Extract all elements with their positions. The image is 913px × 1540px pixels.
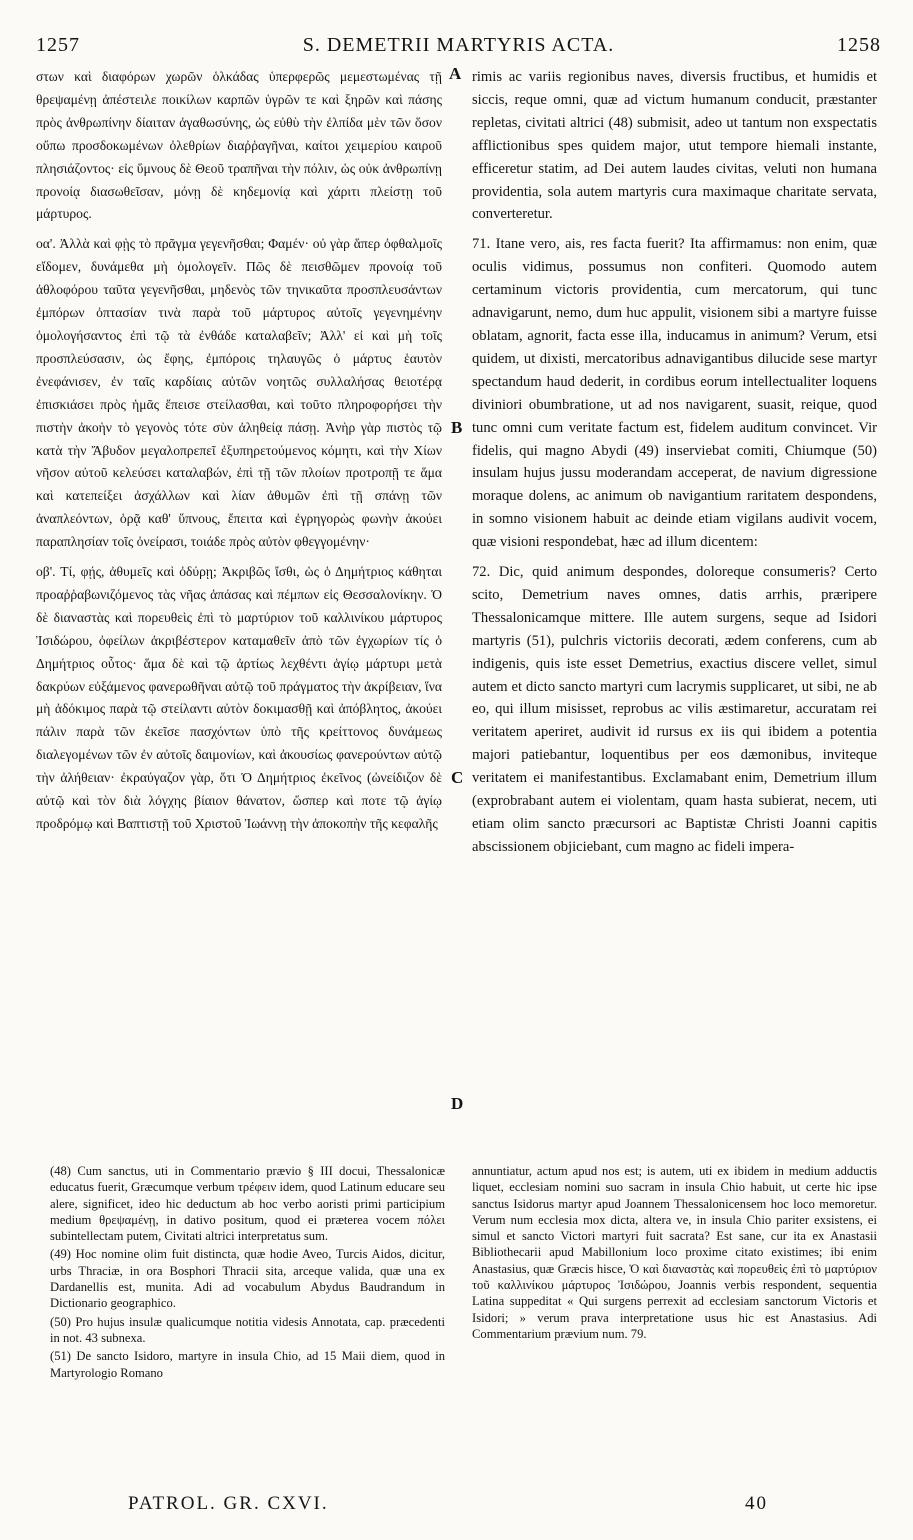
footnote: (51) De sancto Isidoro, martyre in insula Chio, ad 15 Maii diem, quod in Martyrologio Romano: [50, 1349, 445, 1380]
header-page-number-right: 1258: [837, 34, 881, 56]
footnote: (49) Hoc nomine olim fuit distincta, quæ hodie Aveo, Turcis Aidos, dicitur, urbs Thraciæ, in ora Bosphori Thracii sita, arceque valida, quæ una ex Dardanellis est, munita. Adi ad vocabulum Abydus Baudrandum in Dictionario geographico.: [50, 1247, 445, 1311]
section-marker-c: C: [451, 768, 464, 787]
latin-text-column: [472, 66, 877, 866]
latin-paragraph: 71. Itane vero, ais, res facta fuerit? Ita affirmamus: non enim, quæ oculis vidimus, possumus non confiteri. Quomodo autem certaminum victoris providentia, cum mercatorum, qui tunc adnavigarunt, nemo, dum huc appulit, visionem sibi a martyre fuisse oblatam, agnorit, facta esse illa, inducamus in animum? Verum, etsi quidem, ut dixisti, mercatoribus adnavigantibus dilucide sese martyr spectandum haud dederit, in cordibus eorum intellectualiter loquens diviniori obumbratione, ut ad nos navigarent, suasit, reique, quod tunc omni cum veritate factum est, fidelem auditum convincet. Vir fidelis, qui magno Abydi (49) inserviebat comiti, Chiumque (50) insulam hujus jussu moderandam acceperat, de navium digressione moraque dolens, ac animum ob navigantium raritatem despondens, in somno visionem habuit ac deinde etiam vigilans audivit vocem, quæ visioni respondebat, hæc ad illum dicentem:: [472, 236, 877, 551]
greek-text-column: [36, 66, 442, 843]
section-marker-b: B: [451, 418, 463, 437]
header-running-title: S. DEMETRII MARTYRIS ACTA.: [302, 34, 615, 56]
latin-paragraph: rimis ac variis regionibus naves, diversis fructibus, et humidis et siccis, reque omni, quæ ad victum humanum conducit, præstanter repletas, civitati altrici (48) submisit, adeo ut tantum non exspectatis afflictionibus spes quidem major, utut tempore hiemali instante, efficeretur statim, ad Dei autem laudes civitas, veluti non humana providentia, sola autem martyris cura maximaque charitate servata, converteretur.: [472, 69, 877, 223]
footer-sheet-number: 40: [745, 1493, 768, 1514]
footnotes-right-column: [472, 1163, 877, 1344]
footer-series-signature: PATROL. GR. CXVI.: [128, 1493, 329, 1514]
section-marker-a: A: [449, 64, 462, 83]
footnote: (48) Cum sanctus, uti in Commentario prævio § III docui, Thessalonicæ educatus fuerit, Græcumque verbum τρέφειν idem, quod Latinum educare seu alere, significet, ideo hic deductum ab hoc verbo aoristi primi participium medium θρεψαμένῃ, in dativo positum, quod ei præterea vocem πόλει subintellectam putem, Civitati altrici interpretatus sum.: [50, 1164, 445, 1244]
footnotes-left-column: [50, 1163, 445, 1383]
header-page-number-left: 1257: [36, 34, 80, 56]
greek-paragraph: οβ'. Τί, φῄς, ἀθυμεῖς καὶ ὀδύρῃ; Ἀκριβῶς ἴσθι, ὡς ὁ Δημήτριος κάθηται προαῤῥαβωνιζόμενος τὰς νῆας ἁπάσας καὶ πέμπων εἰς Θεσσαλονίκην. Ὁ δὲ διαναστὰς καὶ πορευθεὶς ἐπὶ τὸ μαρτύριον τοῦ καλλινίκου μάρτυρος Ἰσιδώρου, ὀφείλων ἀκριβέστερον καταμαθεῖν ἀπὸ τῶν ἐγχωρίων τίς ὁ Δημήτριος οὗτος· ἅμα δὲ καὶ τῷ ἀρτίως λεχθέντι ἁγίῳ μάρτυρι μετὰ δακρύων εὐξάμενος φανερωθῆναι αὐτῷ τοῦ πράγματος τὴν ἀκρίβειαν, ἵνα μὴ ἀδόκιμος παρὰ τῷ στείλαντι αὐτὸν δοκιμασθῇ καὶ ἀπόβλητος, ἀκούει πάλιν παρὰ τῶν ἐκεῖσε πασχόντων ὑπὸ τῆς κρείττονος δυνάμεως διαλεγομένων τῶν ἐν αὐτοῖς δαιμονίων, καὶ ἀκουσίως φανερούντων αὐτῷ τὴν ἀλήθειαν· ἐκραύγαζον γὰρ, ὅτι Ὁ Δημήτριος ἐκεῖνος (ὠνείδιζον δὲ αὐτῷ καὶ τὸν διὰ λόγχης βίαιον θάνατον, ὥσπερ καὶ ποτε τῷ ἁγίῳ προδρόμῳ καὶ Βαπτιστῇ τοῦ Χριστοῦ Ἰωάννῃ τὴν ἀποκοπὴν τῆς κεφαλῆς: [36, 564, 442, 831]
page-header: [36, 34, 881, 64]
section-marker-d: D: [451, 1094, 464, 1113]
latin-paragraph: 72. Dic, quid animum despondes, doloreque consumeris? Certo scito, Demetrium naves omnes, datis arrhis, præripere Thessalonicamque mittere. Ille autem surgens, seque ad Isidori martyris (51), pulchris victoriis decorati, ædem conferens, cum ab indigenis, quis iste esset Demetrius, exactius discere vellet, simul autem et dicto sancto martyri cum lacrymis supplicaret, ut sibi, ne ab eo, qui illum misisset, reprobus ac vilis æstimaretur, accuratam rei veritatem aperiret, audivit id rursus ex iis qui ibidem a potentia majori patiebantur, loquentibus per eos dæmonibus, inviteque veritatem ei manifestantibus. Exclamabant enim, Demetrium illum (exprobrabant autem ei violentam, quam hasta subierat, necem, uti etiam olim sancto præcursori ac Baptistæ Christi Joanni capitis abscissionem objiciebant, cum magno ac fideli impera-: [472, 564, 877, 855]
greek-paragraph: οα'. Ἀλλὰ καὶ φῂς τὸ πρᾶγμα γεγενῆσθαι; Φαμέν· οὐ γὰρ ἅπερ ὀφθαλμοῖς εἴδομεν, δυνάμεθα μὴ ὁμολογεῖν. Πῶς δὲ πεισθῶμεν προνοίᾳ τοῦ ἀθλοφόρου ταῦτα γεγενῆσθαι, μηδενὸς τῶν τηνικαῦτα προσπλευσάντων ἐμπόρων ὀπτασίαν τινὰ παρὰ τοῦ μάρτυρος αὐτοῖς γεγενημένην ὁμολογήσαντος ἐπὶ τῷ τὰ ἐνθάδε καταλαβεῖν; Ἀλλ' εἰ καὶ μὴ τοῖς προσπλεύσασιν, ὡς ἔφης, ἐμπόροις τηλαυγῶς ὁ μάρτυς ἑαυτὸν ἐνεφάνισεν, ἐν ταῖς καρδίαις αὐτῶν νοητῶς συλλαλήσας θειοτέρᾳ ἐπισκιάσει πρὸς ἡμᾶς ἔπεισε στείλασθαι, καὶ τοῦτο πληροφορήσει τὴν πιστὴν ἀκοὴν τὸ γεγονὸς τότε σὺν ἀληθείᾳ πάσῃ. Ἀνὴρ γὰρ πιστὸς τῷ κατὰ τὴν Ἄβυδον μεγαλοπρεπεῖ ἐξυπηρετούμενος κόμητι, καὶ τὴν Χίων νῆσον αὐτοῦ κελεύσει καταλαβών, ἐπὶ τῇ τῶν πλοίων προτροπῇ τε ἅμα καὶ κατεπείξει ἀσχάλλων καὶ λίαν ἀθυμῶν ἐπὶ τῇ σπάνῃ τῶν ἀναπλεόντων, ὁρᾷ καθ' ὕπνους, ἔπειτα καὶ ἐγρηγορὼς φωνὴν ἀκούει παραπλησίαν τοῖς ὀνείρασι, τοιάδε πρὸς αὐτὸν φθεγγομένην·: [36, 236, 442, 550]
footnote: (50) Pro hujus insulæ qualicumque notitia videsis Annotata, cap. præcedenti in not. 43 subnexa.: [50, 1314, 445, 1345]
footnote: annuntiatur, actum apud nos est; is autem, uti ex ibidem in medium adductis liquet, ecclesiam nomini suo sacram in insula Chio habuit, ut certe hic ipse sanctus Isidorus martyr apud Joannem Thessalonicensem hoc loco memoretur. Verum num ecclesia mox dicta, altera ve, in insula Chio pariter exsistens, ei simul et sancto Victori martyri fuit sacrata? Est sane, cur ita ex Anastasii Bibliothecarii apud Mabillonium loco proxime citato existimes; ibi enim Anastasius, quæ Græcis hisce, Ὁ καὶ διαναστὰς καὶ πορευθεὶς ἐπὶ τὸ μαρτύριον τοῦ καλλινίκου μάρτυρος Ἰσιδώρου, Joannis verbis respondent, sequentia Latina suppeditat « Qui surgens perrexit ad ecclesiam sanctorum Victoris et Isidori; » verum prava interpretatione usus hic est Anastasius. Adi Commentarium prævium num. 79.: [472, 1164, 877, 1341]
greek-paragraph: στων καὶ διαφόρων χωρῶν ὁλκάδας ὑπερφερῶς μεμεστωμένας τῇ θρεψαμένῃ ἀπέστειλε ποικίλων καρπῶν ὑγρῶν τε καὶ ξηρῶν καὶ πάσης πρὸς ἀνθρωπίνην δίαιταν ἀγαθωσύνης, ὡς εὐθὺ τὴν ἐλπίδα μὲν τῶν ὅσον οὔπω προσδοκωμένων ὀλεθρίων διαῤῥαγῆναι, καίτοι χειμερίου καιροῦ πλησιάζοντος· εἰς ὕμνους δὲ Θεοῦ τραπῆναι τὴν πόλιν, ὡς οὐκ ἀνθρωπίνῃ προνοίᾳ διασωθεῖσαν, μόνῃ δὲ κηδεμονίᾳ καὶ χάριτι πλείστῃ τοῦ μάρτυρος.: [36, 69, 442, 222]
